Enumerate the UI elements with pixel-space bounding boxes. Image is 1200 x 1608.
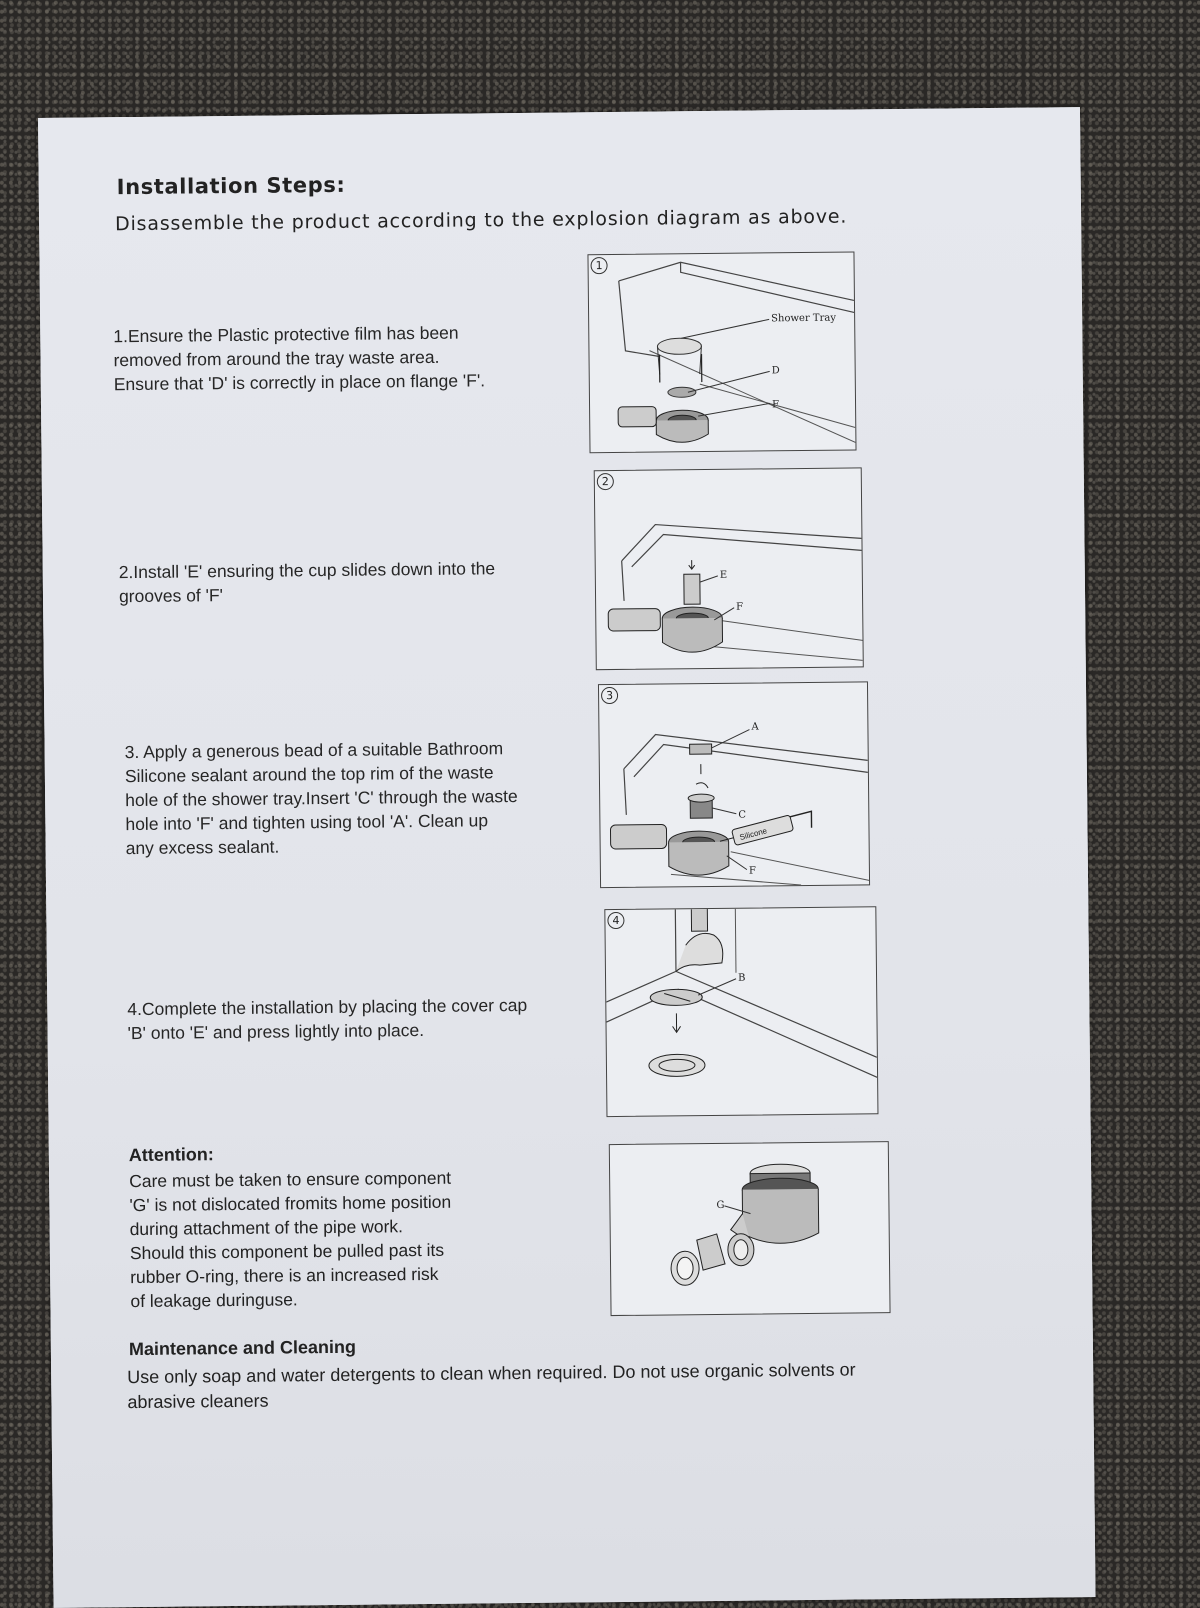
part-f-label-3: F bbox=[748, 865, 756, 877]
step-1-number: 1 bbox=[590, 257, 607, 274]
step-4-line-1: 4.Complete the installation by placing the cover cap bbox=[127, 994, 528, 1020]
step-4-line-2: 'B' onto 'E' and press lightly into place. bbox=[127, 1020, 425, 1044]
step-4-diagram bbox=[605, 907, 877, 1116]
attention-line-4: Should this component be pulled past its bbox=[129, 1239, 445, 1264]
step-2-figure bbox=[594, 467, 864, 670]
step-1-text bbox=[113, 319, 574, 396]
attention-diagram bbox=[610, 1142, 890, 1315]
part-f-label: F bbox=[771, 399, 780, 411]
part-c-label: C bbox=[738, 809, 747, 821]
step-3-diagram bbox=[599, 682, 869, 887]
part-f-label-2: F bbox=[736, 601, 744, 613]
attention-line-6: of leakage duringuse. bbox=[130, 1289, 298, 1312]
step-1-line-2: removed from around the tray waste area. bbox=[113, 346, 440, 371]
step-1-figure bbox=[587, 251, 856, 453]
attention-line-1: Care must be taken to ensure component bbox=[129, 1167, 452, 1192]
step-3-line-1: 3. Apply a generous bead of a suitable Bathroom bbox=[124, 738, 504, 763]
step-1-line-1: 1.Ensure the Plastic protective film has been bbox=[113, 322, 459, 347]
attention-body bbox=[129, 1165, 510, 1313]
maintenance-body: Use only soap and water detergents to clean when required. Do not use organic solvents or abrasive cleaners bbox=[127, 1359, 856, 1413]
page-subtitle: Disassemble the product according to the explosion diagram as above. bbox=[115, 205, 848, 236]
step-1-diagram bbox=[588, 252, 855, 452]
step-3-number: 3 bbox=[601, 687, 618, 704]
attention-line-2: 'G' is not dislocated fromits home position bbox=[129, 1191, 452, 1216]
part-d-label: D bbox=[771, 365, 780, 377]
step-2-line-1: 2.Install 'E' ensuring the cup slides down into the bbox=[118, 558, 496, 583]
silicone-label: Silicone bbox=[738, 826, 768, 843]
step-3-line-5: any excess sealant. bbox=[125, 836, 280, 859]
step-3-line-2: Silicone sealant around the top rim of the waste bbox=[124, 762, 494, 787]
step-3-figure bbox=[598, 681, 870, 888]
shower-tray-label: Shower Tray bbox=[771, 312, 837, 325]
step-2-diagram bbox=[595, 468, 863, 669]
step-3-line-4: hole into 'F' and tighten using tool 'A'. Clean up bbox=[125, 810, 489, 835]
part-b-label: B bbox=[737, 972, 746, 984]
instruction-sheet bbox=[38, 107, 1096, 1608]
step-2-number: 2 bbox=[597, 473, 614, 490]
step-2-text bbox=[119, 555, 579, 608]
page-title: Installation Steps: bbox=[116, 172, 346, 200]
step-3-text bbox=[125, 735, 596, 860]
step-4-number: 4 bbox=[607, 912, 624, 929]
attention-line-3: during attachment of the pipe work. bbox=[129, 1216, 404, 1240]
step-4-text bbox=[127, 992, 597, 1045]
maintenance-title: Maintenance and Cleaning bbox=[128, 1336, 357, 1360]
part-g-label: G bbox=[716, 1199, 725, 1211]
part-a-label: A bbox=[751, 721, 759, 733]
step-3-line-3: hole of the shower tray.Insert 'C' through the waste bbox=[125, 786, 518, 811]
attention-figure bbox=[609, 1141, 891, 1316]
step-2-line-2: grooves of 'F' bbox=[118, 585, 224, 607]
part-e-label: E bbox=[719, 569, 728, 581]
step-1-line-3: Ensure that 'D' is correctly in place on flange 'F'. bbox=[113, 370, 486, 395]
attention-line-5: rubber O-ring, there is an increased risk bbox=[130, 1263, 439, 1288]
step-4-figure bbox=[604, 906, 878, 1117]
attention-title: Attention: bbox=[128, 1144, 214, 1166]
